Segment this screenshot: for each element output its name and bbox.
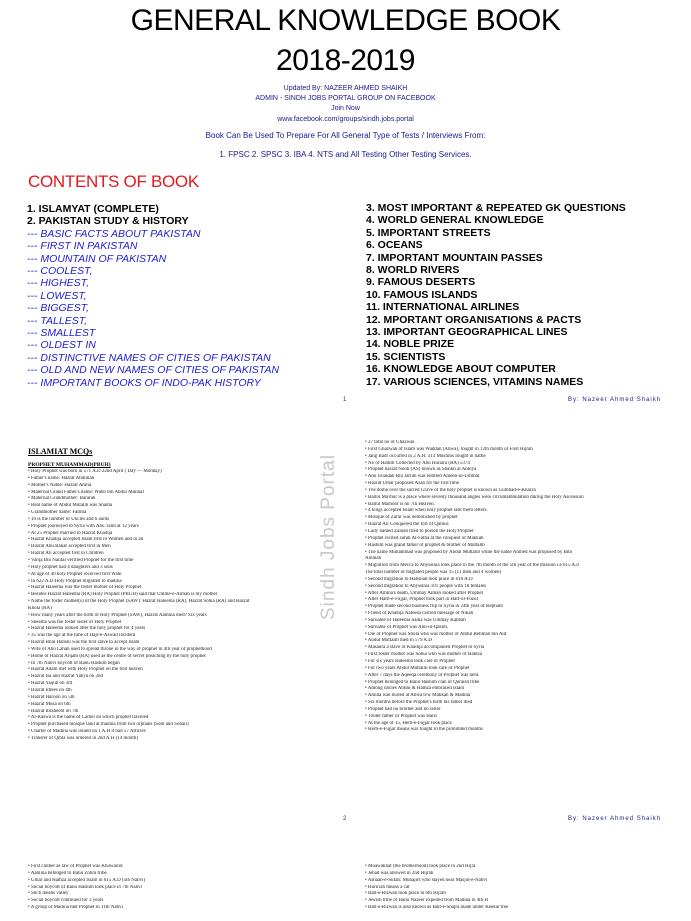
toc-item: 15. SCIENTISTS: [366, 350, 446, 363]
mcq-line: • Hashim was grand father of prophet & brother of Muttalib: [365, 542, 485, 548]
mcq-line: • Jewish tribe of Banu Nazeer expelled from Madina in 4th H: [365, 898, 488, 904]
contents-heading: CONTENTS OF BOOK: [28, 172, 199, 191]
mcq-line: • At the age of 15, Herb-e-Fujjar took place: [365, 720, 452, 726]
mcq-line: • Ashaab-e-Sufah: Muhajirs who stayed near Masjid-e-Nabvi: [365, 877, 488, 883]
mcq-line: • Hazrat Umar proposed Azan for the first time: [365, 481, 459, 487]
mcq-line: • Jang Badr occurred in 2 A.H. 313 Muslims fought in battle: [365, 453, 486, 459]
mcq-line: • No of Hadith Collected by Abu Huraira (RA) 5374: [365, 460, 470, 466]
mcq-line: • 27 total no of Ghazwas: [365, 440, 415, 445]
mcq-line: • Mosque of Zarar was demolished by prophet: [365, 515, 458, 521]
mcq-line: • In 622 A.D Holy Prophet migrated to madina: [28, 578, 122, 584]
mcq-line: • Shi'b means valley: [28, 891, 69, 897]
mcq-line: • Besides Hazrat Haleema (RA) Holy Prophet (PBUH) said that Umme-e-Aiman is my mother: [28, 592, 218, 598]
mcq-line: • 10 is the number of Uncles and 6 aunts: [28, 516, 110, 522]
mcq-line: • Aamina belonged to Banu Zohra tribe: [28, 870, 107, 876]
toc-item: 5. IMPORTANT STREETS: [366, 226, 491, 239]
mcq-line: • Moawakhat (the brotherhood) took place in 2nd Hijra: [365, 864, 476, 869]
toc-subitem: --- DISTINCTIVE NAMES OF CITIES OF PAKISTAN: [27, 351, 271, 364]
mcq-line: • Sheema was the foster sister of Holy Prophet: [28, 619, 122, 625]
mcq-line: • Baitul Ma'mur is a place where seventy thousand angles were circumambulation during the Holy Ascension: [365, 494, 584, 500]
page-2: [0, 430, 691, 820]
mcq-line: • Second migration to Habshah took place in 616 A.D: [365, 576, 473, 582]
book-title: GENERAL KNOWLEDGE BOOK: [130, 4, 561, 37]
mcq-line: • A group of Madina met Prophet in 11th Nabvi: [28, 905, 124, 911]
facebook-url[interactable]: www.facebook.com/groups/sindh.jobs.portal: [277, 116, 414, 123]
toc-subitem: --- MOUNTAIN OF PAKISTAN: [27, 252, 167, 265]
mcq-line: • Prophet hazrat Nooh (AS) known as Shaikh al Anbiya: [365, 467, 477, 473]
join-now: Join Now: [331, 105, 360, 112]
mcq-line: • Hazrat Bilal Habshi was the first slave to accept Islam: [28, 640, 140, 646]
mcq-line: • Father's name: Hazrat Abdullah: [28, 475, 95, 481]
mcq-line: • Masaura a slave of Khadija accompanied Prophet to Syria: [365, 645, 485, 651]
mcq-line: • Baitul Mamoor is on 7th Heaven.: [365, 501, 435, 507]
updated-by: Updated By: NAZEER AHMED SHAIKH: [283, 85, 408, 92]
mcq-line: • For six years Haleema took care of Prophet: [365, 659, 455, 664]
mcq-line: • Migration from Mecca to Abyssinia took place in the 7th month of the 5th year of the mission i.e 615 A.d: [365, 563, 579, 569]
page3-left-lines: [28, 864, 340, 912]
page3-left-column: [28, 864, 340, 912]
mcq-line: Khola (RA): [28, 605, 52, 611]
page3-right-lines: [365, 864, 670, 912]
toc-item: 4. WORLD GENERAL KNOWLEDGE: [366, 214, 544, 227]
tests-line: 1. FPSC 2. SPSC 3. IBA 4. NTS and All Testing Other Testing Services.: [219, 150, 472, 159]
mcq-line: • Al-Kaswa is the name of Camel on which prophet traveled: [28, 715, 149, 721]
mcq-line: • Abu Ubaidah Bin Jarrah was entitled Ameen-ul-Ummat: [365, 474, 480, 480]
mcq-line: • 35 was the age at the time of Hajr-e-Aswad incident: [28, 633, 136, 639]
mcq-right-column: [365, 440, 670, 734]
toc-item: 16. KNOWLEDGE ABOUT COMPUTER: [366, 363, 556, 376]
page-number: 1: [343, 397, 347, 403]
mcq-line: • Umar and Hamza accepted Islam in 615 A.D (5th Nabvi): [28, 877, 146, 883]
mcq-line: Aminah: [365, 556, 382, 562]
page-1: [0, 0, 691, 410]
mcq-line: • Friend of Khadija Nafeesa carried message of Nikah: [365, 611, 474, 617]
mcq-line: • Six months before the Prophet's birth his father died: [365, 700, 473, 706]
mcq-line: • Huririah means a cat: [365, 884, 410, 890]
mcq-line: • How many years after the birth of Holy Prophet (SAW), Hazrat Aamina died? Six years: [28, 612, 207, 618]
mcq-line: • For two years Abdul Muttalib took care of Prophet: [365, 665, 470, 671]
mcq-line: • Maternal Grand Father's name: Wahb bin Abdul Munnaf: [28, 489, 145, 495]
mcq-line: • Die of Prophet was Shola who was mother of Abdul Rehman bin Auf: [365, 631, 507, 637]
mcq-line: • Surname of Prophet was Abu-ul-Qasim.: [365, 624, 449, 630]
toc-item: 12. MPORTANT ORGANISATIONS & PACTS: [366, 313, 582, 326]
toc-item: 10. FAMOUS ISLANDS: [366, 288, 478, 301]
toc-item: 3. MOST IMPORTANT & REPEATED GK QUESTIONS: [366, 202, 626, 214]
mcq-line: • After 7 days the Aqeeqa ceremony of Prophet was held.: [365, 672, 480, 678]
mcq-line: • Hazrat Ali Conquered the fort of Qamus: [365, 522, 449, 528]
mcq-line: • Home of Hazrat Arqam (RA) used as the centre of secret preaching by the holy prophet: [28, 653, 206, 659]
mcq-line: • Grandmother name: Fatima: [28, 510, 87, 516]
mcq-line: • Among uncles Abbas & Hamza embraced Islam: [365, 686, 465, 692]
mcq-line: • Jehad was allowed in 2nd Hijrah: [365, 870, 434, 876]
toc-subitem: --- OLDEST IN: [27, 339, 96, 352]
author-credit: By: Nazeer Ahmed Shaikh: [568, 816, 662, 822]
toc-subitem: --- SMALLEST: [27, 327, 96, 340]
mcq-line: • Holy Prophet was born in 571 A.D 22nd April ( Day — Monday): [28, 469, 162, 474]
toc-item: 14. NOBLE PRIZE: [366, 338, 455, 351]
mcq-line: • Prophet purchased mosque land at madina from two orphans (Sohl and Sohail): [28, 722, 189, 728]
toc-subitem: --- HIGHEST,: [27, 277, 90, 290]
mcq-line: • In 7th Nabvi boycott of Banu Hashim began: [28, 660, 120, 666]
mcq-line: • Hazrat Yaqub on 3rd: [28, 681, 73, 687]
toc-item: 9. FAMOUS DESERTS: [366, 276, 476, 289]
toc-item: 11. INTERNATIONAL AIRLINES: [366, 301, 520, 314]
mcq-line: • Prophet belonged to Banu Hashim clan of Quraish tribe: [365, 679, 480, 685]
mcq-line: • Herb-e-Fujjar means war fought in the prohibited months: [365, 727, 483, 733]
mcq-line: • Prophet made second business trip to Syria in 24th year of elephant: [365, 604, 503, 610]
toc-subitem: --- BASIC FACTS ABOUT PAKISTAN: [27, 227, 201, 240]
toc-subitem: --- BIGGEST,: [27, 302, 90, 315]
mcq-line: • Hazrat Ali accepted first in Children: [28, 551, 104, 557]
mcq-line: • Batl-e-Rizwan is also known as Bait-e-Shajra made under Keekar tree: [365, 905, 509, 911]
toc-subitem: --- LOWEST,: [27, 289, 87, 302]
mcq-line: • Hazrat Haleema looked after the holy prophet for 4 years: [28, 626, 146, 632]
toc-subitem: --- COOLEST,: [27, 265, 93, 278]
mcq-line: • Charter of Madina was issued on 1 A.H it had 57 Articles: [28, 729, 146, 735]
mcq-line: • Amina was buried at Abwa b/w Makkah & Madina: [365, 693, 471, 699]
mcq-line: • At 25 Prophet married to Hazrat Khadija: [28, 530, 113, 536]
toc-right-column: [366, 202, 686, 388]
mcq-line: • Social boycott continued for 3 years: [28, 898, 104, 904]
toc-item: 7. IMPORTANT MOUNTAIN PASSES: [366, 251, 543, 264]
mcq-line: The total number of migrated people was 15 (11 men and 4 women): [365, 570, 502, 576]
toc-left-column: [27, 203, 337, 389]
mcq-line: • Touter father of Prophet was Haris: [365, 713, 438, 719]
mcq-line: • The name Muhammad was proposed by Abdul Muttalib while the name Ahmed was proposed by Bibi: [365, 549, 573, 555]
mcq-line: • Prophet recited surah Al-Fatha at the conquest of Makkah: [365, 535, 484, 541]
mcq-line: • Hazrat Khadija accepted Islam first in Women and in all: [28, 537, 144, 543]
page-number: 2: [343, 816, 347, 822]
mcq-line: • The dome over the sacred Grave of the holy prophet is known as Gumbad-e-Khazra: [365, 487, 536, 493]
author-credit: By: Nazeer Ahmed Shaikh: [568, 397, 662, 403]
mcq-line: • Hazrat Isa and Hazrat Yahya on 2nd: [28, 674, 104, 680]
toc-subitem: --- TALLEST,: [27, 314, 88, 327]
mcq-left-lines: [28, 469, 340, 743]
mcq-line: • After Harb-e-Fujjar, Prophet took part in Half-ul-Fuzul: [365, 597, 478, 603]
watermark: Sindh Jobs Portal: [318, 454, 339, 620]
mcq-line: • Varqa Bin Naufal verified Prophet for the first time: [28, 557, 134, 563]
mcq-line: • Wife of Abu Lahab used to spread throne in the way of prophet in 4th year of prophethood: [28, 646, 212, 652]
mcq-line: • Surname of Haleema Sadia was Ummay Kabhah: [365, 617, 466, 623]
mcq-left-column: [28, 447, 340, 743]
mcq-line: • First caliber as law of Prophet was Khuwailid: [28, 864, 123, 869]
page-3: [0, 858, 691, 921]
mcq-right-lines: [365, 440, 670, 734]
mcq-line: • First Ghazwah of Islam was Waddan (Abwa), fought in 12th month of First Hijrah: [365, 446, 533, 452]
mcq-line: • Batl-e-Rizwan took place in 6th Hijrah: [365, 891, 446, 897]
mcq-line: • Second migration to Abyssinia 101 people with 18 females: [365, 583, 487, 589]
mcq-line: • Lady named Zainab tried to poison the Holy Prophet: [365, 528, 474, 534]
toc-item: 1. ISLAMYAT (COMPLETE): [27, 203, 159, 215]
admin-line: ADMIN - SINDH JOBS PORTAL GROUP ON FACEBOOK: [255, 95, 436, 102]
mcq-line: • Transfer of Qibla was ordered in 2nd A.H (14 month): [28, 735, 138, 741]
mcq-line: • Name the foster mother(s) of the Holy Prophet (SAW): Hazrat Haleema (RA), Hazrat Sobia (RA) and Hazrat: [28, 599, 250, 605]
mcq-line: • Hazrat Haroon on 5th: [28, 694, 75, 700]
book-year: 2018-2019: [276, 44, 415, 77]
usage-line: Book Can Be Used To Prepare For All General Type of Tests / Interviews From:: [205, 131, 486, 140]
toc-subitem: --- FIRST IN PAKISTAN: [27, 240, 138, 253]
page3-right-column: [365, 864, 670, 912]
mcq-line: • Hazrat Abu Bakar accepted first in Men: [28, 544, 111, 550]
toc-item: 17. VARIOUS SCIENCES, VITAMINS NAMES: [366, 375, 584, 388]
mcq-line: • Hazrat Idrees on 4th: [28, 688, 72, 693]
mcq-line: • Mother's Name: Hazrat Amna: [28, 482, 91, 488]
mcq-line: • Social boycott of Banu Hashim took place in 7th Nabvi: [28, 884, 142, 890]
toc-subitem: --- OLD AND NEW NAMES OF CITIES OF PAKISTAN: [27, 364, 280, 377]
mcq-line: • Hazrat Musa on 6th: [28, 701, 71, 707]
toc-item: 8. WORLD RIVERS: [366, 264, 460, 277]
mcq-line: • Hazrat Ibraheem on 7th: [28, 708, 79, 714]
mcq-line: • At age of 40 holy Prophet received first Wahi: [28, 571, 122, 577]
mcq-line: • Hazrat Adam met with Holy Prophet on the first heaven: [28, 667, 143, 673]
mcq-line: • Prophet had no brother and no sister: [365, 706, 441, 712]
toc-item: 13. IMPORTANT GEOGRAPHICAL LINES: [366, 326, 568, 339]
mcq-line: • Abdul Muttalib died in 579 A.D: [365, 638, 432, 644]
mcq-line: • Maternal Grandmother: Bararah: [28, 496, 96, 502]
mcq-line: • 4 kings accepted Islam when holy prophet sent them letters.: [365, 508, 488, 514]
mcq-line: • Prophet journeyed to Syria with Abu Talib at 12 years: [28, 523, 139, 529]
mcq-line: • Holy prophet had 4 daughters and 3 sons: [28, 564, 113, 570]
section-heading: PROPHET MUHAMMAD(PBUH): [28, 462, 111, 468]
toc-item: 6. OCEANS: [366, 239, 423, 252]
toc-item: 2. PAKISTAN STUDY & HISTORY: [27, 215, 189, 228]
toc-subitem: --- IMPORTANT BOOKS OF INDO-PAK HISTORY: [27, 376, 261, 389]
mcq-heading: ISLAMIAT MCQs: [28, 447, 93, 456]
mcq-line: • First foster mother was Sobia who was mother of Hamza: [365, 652, 483, 658]
mcq-line: • Hazrat Haleema was the foster mother of Holy Prophet: [28, 585, 142, 591]
mcq-line: • Real name of Abdul Mutalib was Shaiba: [28, 503, 113, 509]
mcq-line: • After Amina's death, Ummay Aiman looked after Prophet: [365, 590, 484, 596]
